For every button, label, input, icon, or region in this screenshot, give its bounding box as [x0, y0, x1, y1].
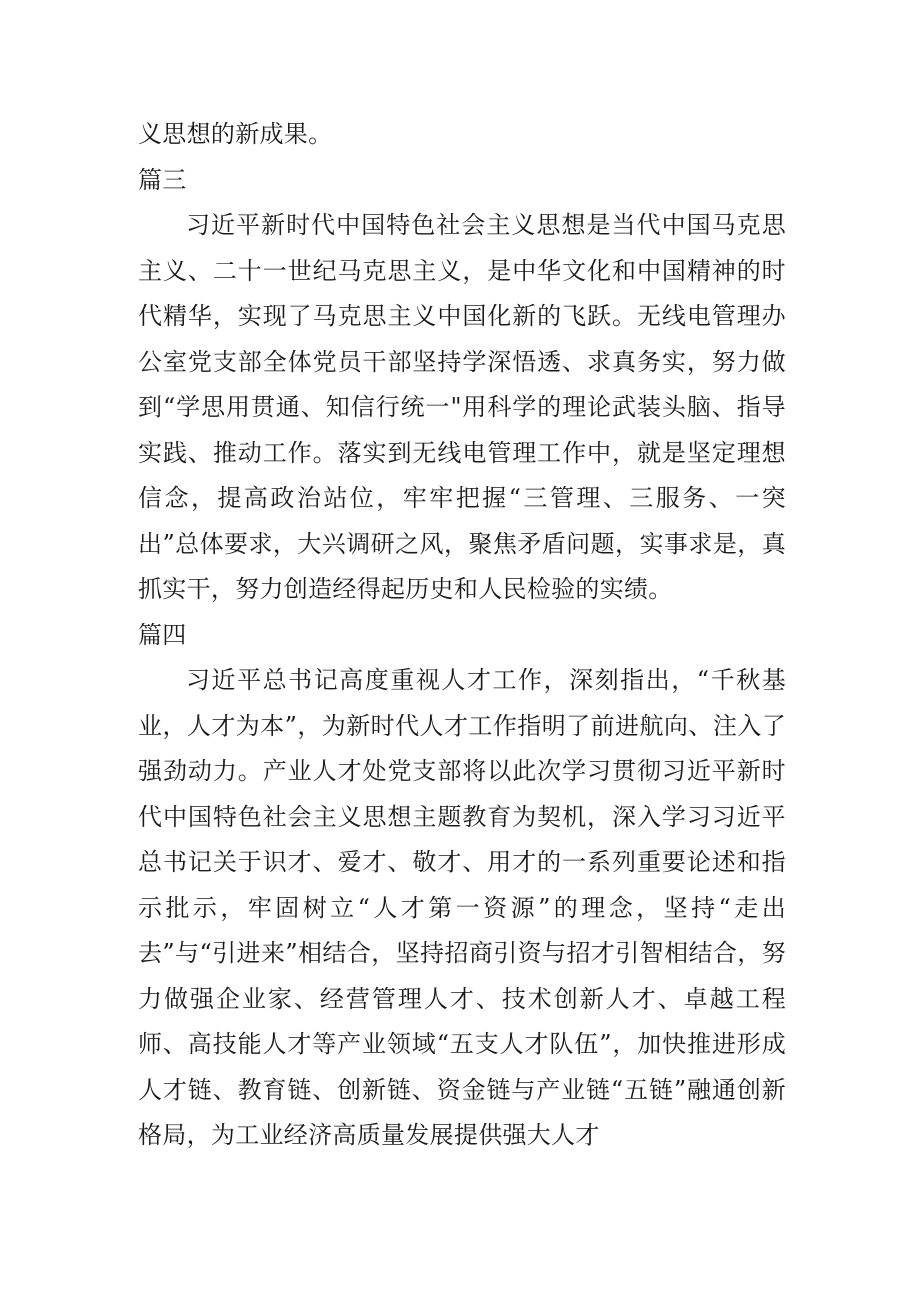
- document-body: [138, 112, 786, 1159]
- section-heading-4: 篇四: [138, 620, 187, 649]
- section-paragraph-4: 习近平总书记高度重视人才工作，深刻指出，“千秋基业，人才为本”，为新时代人才工作指明了前进航向、注入了强劲动力。产业人才处党支部将以此次学习贯彻习近平新时代中国特色社会主义思想主题教育为契机，深入学习习近平总书记关于识才、爱才、敬才、用才的一系列重要论述和指示批示，牢固树立“人才第一资源”的理念，坚持“走出去”与“引进来”相结合，坚持招商引资与招才引智相结合，努力做强企业家、经营管理人才、技术创新人才、卓越工程师、高技能人才等产业领域“五支人才队伍”，加快推进形成人才链、教育链、创新链、资金链与产业链“五链”融通创新格局，为工业经济高质量发展提供强大人才: [138, 666, 786, 1149]
- section-paragraph-3: 习近平新时代中国特色社会主义思想是当代中国马克思主义、二十一世纪马克思主义，是中华文化和中国精神的时代精华，实现了马克思主义中国化新的飞跃。无线电管理办公室党支部全体党员干部坚持学深悟透、求真务实，努力做到“学思用贯通、知信行统一"用科学的理论武装头脑、指导实践、推动工作。落实到无线电管理工作中，就是坚定理想信念，提高政治站位，牢牢把握“三管理、三服务、一突出”总体要求，大兴调研之风，聚焦矛盾问题，实事求是，真抓实干，努力创造经得起历史和人民检验的实绩。: [138, 211, 786, 603]
- section-heading-3: 篇三: [138, 165, 187, 194]
- continuation-paragraph: 义思想的新成果。: [138, 120, 333, 148]
